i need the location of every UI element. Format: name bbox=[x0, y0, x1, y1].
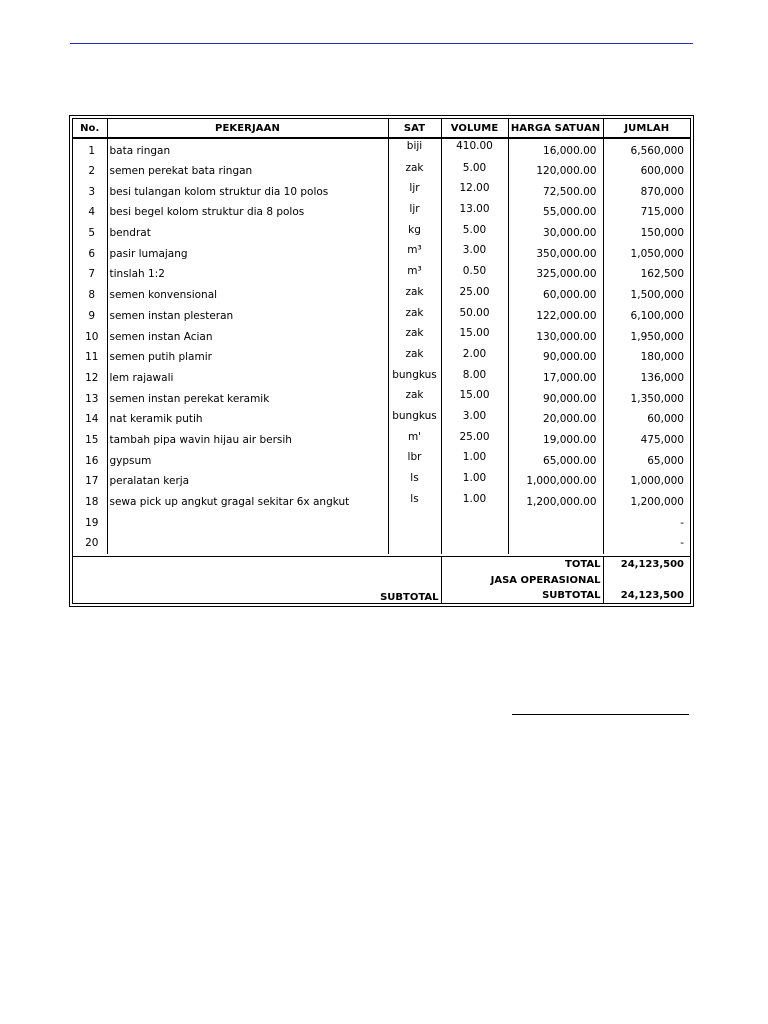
item-harga-satuan: 325,000.00 bbox=[508, 264, 603, 285]
item-harga-satuan: 16,000.00 bbox=[508, 138, 603, 161]
item-jumlah: 1,500,000 bbox=[630, 289, 684, 302]
item-sat: zak bbox=[388, 285, 441, 306]
item-volume bbox=[441, 512, 508, 533]
item-jumlah: 180,000 bbox=[640, 351, 684, 364]
item-volume: 25.00 bbox=[441, 285, 508, 306]
item-jumlah: - bbox=[680, 537, 684, 550]
item-volume bbox=[441, 533, 508, 554]
item-sat: biji bbox=[388, 138, 441, 161]
item-sat: ljr bbox=[388, 181, 441, 202]
item-harga-satuan: 130,000.00 bbox=[508, 326, 603, 347]
item-harga-satuan: 20,000.00 bbox=[508, 409, 603, 430]
item-pekerjaan: semen putih plamir bbox=[107, 347, 388, 368]
item-volume: 410.00 bbox=[441, 138, 508, 161]
table-row bbox=[73, 471, 690, 492]
table-row bbox=[73, 368, 690, 389]
item-no: 4 bbox=[73, 202, 107, 223]
item-pekerjaan: semen instan perekat keramik bbox=[107, 388, 388, 409]
cost-table-grid bbox=[73, 119, 690, 554]
table-row bbox=[73, 285, 690, 306]
item-volume: 15.00 bbox=[441, 326, 508, 347]
table-row bbox=[73, 223, 690, 244]
item-jumlah: 6,560,000 bbox=[630, 144, 684, 157]
item-no: 13 bbox=[73, 388, 107, 409]
item-volume: 25.00 bbox=[441, 430, 508, 451]
table-row bbox=[73, 409, 690, 430]
item-pekerjaan: bendrat bbox=[107, 223, 388, 244]
item-volume: 13.00 bbox=[441, 202, 508, 223]
item-no: 10 bbox=[73, 326, 107, 347]
item-no: 11 bbox=[73, 347, 107, 368]
item-pekerjaan: peralatan kerja bbox=[107, 471, 388, 492]
table-row bbox=[73, 306, 690, 327]
table-row bbox=[73, 347, 690, 368]
item-jumlah: 1,350,000 bbox=[630, 392, 684, 405]
item-rows bbox=[73, 138, 690, 554]
item-jumlah: 715,000 bbox=[640, 206, 684, 219]
table-row bbox=[73, 161, 690, 182]
table-row bbox=[73, 512, 690, 533]
item-volume: 5.00 bbox=[441, 161, 508, 182]
item-pekerjaan: lem rajawali bbox=[107, 368, 388, 389]
item-pekerjaan bbox=[107, 533, 388, 554]
table-row bbox=[73, 492, 690, 513]
item-pekerjaan: gypsum bbox=[107, 450, 388, 471]
item-harga-satuan: 120,000.00 bbox=[508, 161, 603, 182]
item-jumlah: 136,000 bbox=[640, 371, 684, 384]
item-harga-satuan: 65,000.00 bbox=[508, 450, 603, 471]
item-volume: 1.00 bbox=[441, 471, 508, 492]
subtotal-value: 24,123,500 bbox=[620, 590, 684, 601]
item-pekerjaan: semen instan Acian bbox=[107, 326, 388, 347]
item-volume: 12.00 bbox=[441, 181, 508, 202]
item-harga-satuan: 55,000.00 bbox=[508, 202, 603, 223]
table-row bbox=[73, 388, 690, 409]
item-harga-satuan: 30,000.00 bbox=[508, 223, 603, 244]
item-jumlah: 475,000 bbox=[640, 433, 684, 446]
table-row bbox=[73, 430, 690, 451]
top-rule-line bbox=[70, 43, 693, 44]
table-row bbox=[73, 533, 690, 554]
item-sat: zak bbox=[388, 388, 441, 409]
item-sat: ljr bbox=[388, 202, 441, 223]
item-jumlah: 1,050,000 bbox=[630, 247, 684, 260]
item-pekerjaan: pasir lumajang bbox=[107, 243, 388, 264]
table-row bbox=[73, 243, 690, 264]
header-jumlah: JUMLAH bbox=[603, 119, 690, 138]
summary-section bbox=[73, 556, 690, 604]
jasa-operasional-value bbox=[603, 572, 690, 588]
item-sat: zak bbox=[388, 161, 441, 182]
item-harga-satuan bbox=[508, 533, 603, 554]
item-harga-satuan: 350,000.00 bbox=[508, 243, 603, 264]
table-row bbox=[73, 264, 690, 285]
total-row bbox=[73, 557, 690, 573]
item-no: 9 bbox=[73, 306, 107, 327]
item-volume: 3.00 bbox=[441, 243, 508, 264]
item-jumlah: 150,000 bbox=[640, 227, 684, 240]
header-no: No. bbox=[73, 119, 107, 138]
item-no: 6 bbox=[73, 243, 107, 264]
table-row bbox=[73, 138, 690, 161]
item-pekerjaan: bata ringan bbox=[107, 138, 388, 161]
item-pekerjaan: tambah pipa wavin hijau air bersih bbox=[107, 430, 388, 451]
item-volume: 8.00 bbox=[441, 368, 508, 389]
item-jumlah: 1,000,000 bbox=[630, 475, 684, 488]
item-sat bbox=[388, 533, 441, 554]
item-no: 16 bbox=[73, 450, 107, 471]
item-no: 7 bbox=[73, 264, 107, 285]
item-harga-satuan: 1,000,000.00 bbox=[508, 471, 603, 492]
item-no: 2 bbox=[73, 161, 107, 182]
item-jumlah: 162,500 bbox=[640, 268, 684, 281]
item-volume: 2.00 bbox=[441, 347, 508, 368]
item-jumlah: - bbox=[680, 516, 684, 529]
item-pekerjaan bbox=[107, 512, 388, 533]
item-sat: ls bbox=[388, 471, 441, 492]
item-no: 3 bbox=[73, 181, 107, 202]
jasa-operasional-label: JASA OPERASIONAL bbox=[441, 572, 603, 588]
item-jumlah: 1,200,000 bbox=[630, 496, 684, 509]
table-row bbox=[73, 450, 690, 471]
item-sat: bungkus bbox=[388, 368, 441, 389]
item-sat: m' bbox=[388, 430, 441, 451]
item-pekerjaan: semen konvensional bbox=[107, 285, 388, 306]
item-volume: 50.00 bbox=[441, 306, 508, 327]
item-pekerjaan: nat keramik putih bbox=[107, 409, 388, 430]
item-jumlah: 60,000 bbox=[647, 413, 684, 426]
item-no: 1 bbox=[73, 138, 107, 161]
item-no: 14 bbox=[73, 409, 107, 430]
item-volume: 1.00 bbox=[441, 492, 508, 513]
item-harga-satuan bbox=[508, 512, 603, 533]
item-harga-satuan: 90,000.00 bbox=[508, 347, 603, 368]
item-pekerjaan: besi begel kolom struktur dia 8 polos bbox=[107, 202, 388, 223]
item-pekerjaan: semen instan plesteran bbox=[107, 306, 388, 327]
item-no: 8 bbox=[73, 285, 107, 306]
item-jumlah: 1,950,000 bbox=[630, 330, 684, 343]
header-sat: SAT bbox=[388, 119, 441, 138]
item-no: 5 bbox=[73, 223, 107, 244]
item-sat: ls bbox=[388, 492, 441, 513]
item-sat: lbr bbox=[388, 450, 441, 471]
item-harga-satuan: 1,200,000.00 bbox=[508, 492, 603, 513]
item-no: 20 bbox=[73, 533, 107, 554]
item-volume: 1.00 bbox=[441, 450, 508, 471]
item-harga-satuan: 122,000.00 bbox=[508, 306, 603, 327]
item-jumlah: 6,100,000 bbox=[630, 309, 684, 322]
item-sat: m³ bbox=[388, 243, 441, 264]
item-harga-satuan: 19,000.00 bbox=[508, 430, 603, 451]
total-label: TOTAL bbox=[441, 557, 603, 573]
header-volume: VOLUME bbox=[441, 119, 508, 138]
item-sat: kg bbox=[388, 223, 441, 244]
item-sat: zak bbox=[388, 306, 441, 327]
signature-line bbox=[512, 714, 689, 715]
item-volume: 15.00 bbox=[441, 388, 508, 409]
table-row bbox=[73, 202, 690, 223]
header-pekerjaan: PEKERJAAN bbox=[107, 119, 388, 138]
item-volume: 0.50 bbox=[441, 264, 508, 285]
table-row bbox=[73, 326, 690, 347]
subtotal-label: SUBTOTAL bbox=[441, 588, 603, 604]
item-sat: m³ bbox=[388, 264, 441, 285]
item-no: 12 bbox=[73, 368, 107, 389]
item-no: 18 bbox=[73, 492, 107, 513]
item-sat: zak bbox=[388, 347, 441, 368]
item-sat: zak bbox=[388, 326, 441, 347]
summary-grid bbox=[73, 557, 690, 604]
cost-table bbox=[69, 115, 694, 607]
table-row bbox=[73, 181, 690, 202]
item-pekerjaan: sewa pick up angkut gragal sekitar 6x angkut bbox=[107, 492, 388, 513]
item-no: 15 bbox=[73, 430, 107, 451]
header-harga-satuan: HARGA SATUAN bbox=[508, 119, 603, 138]
item-pekerjaan: semen perekat bata ringan bbox=[107, 161, 388, 182]
cost-table-inner bbox=[72, 118, 691, 604]
item-jumlah: 65,000 bbox=[647, 454, 684, 467]
item-volume: 5.00 bbox=[441, 223, 508, 244]
item-jumlah: 870,000 bbox=[640, 185, 684, 198]
item-pekerjaan: besi tulangan kolom struktur dia 10 polos bbox=[107, 181, 388, 202]
item-volume: 3.00 bbox=[441, 409, 508, 430]
total-value: 24,123,500 bbox=[620, 559, 684, 570]
item-no: 19 bbox=[73, 512, 107, 533]
table-header-row bbox=[73, 119, 690, 138]
item-pekerjaan: tinslah 1:2 bbox=[107, 264, 388, 285]
item-jumlah: 600,000 bbox=[640, 165, 684, 178]
item-harga-satuan: 60,000.00 bbox=[508, 285, 603, 306]
item-harga-satuan: 17,000.00 bbox=[508, 368, 603, 389]
item-no: 17 bbox=[73, 471, 107, 492]
item-sat: bungkus bbox=[388, 409, 441, 430]
left-subtotal-label: SUBTOTAL bbox=[73, 557, 441, 604]
item-harga-satuan: 90,000.00 bbox=[508, 388, 603, 409]
item-harga-satuan: 72,500.00 bbox=[508, 181, 603, 202]
item-sat bbox=[388, 512, 441, 533]
